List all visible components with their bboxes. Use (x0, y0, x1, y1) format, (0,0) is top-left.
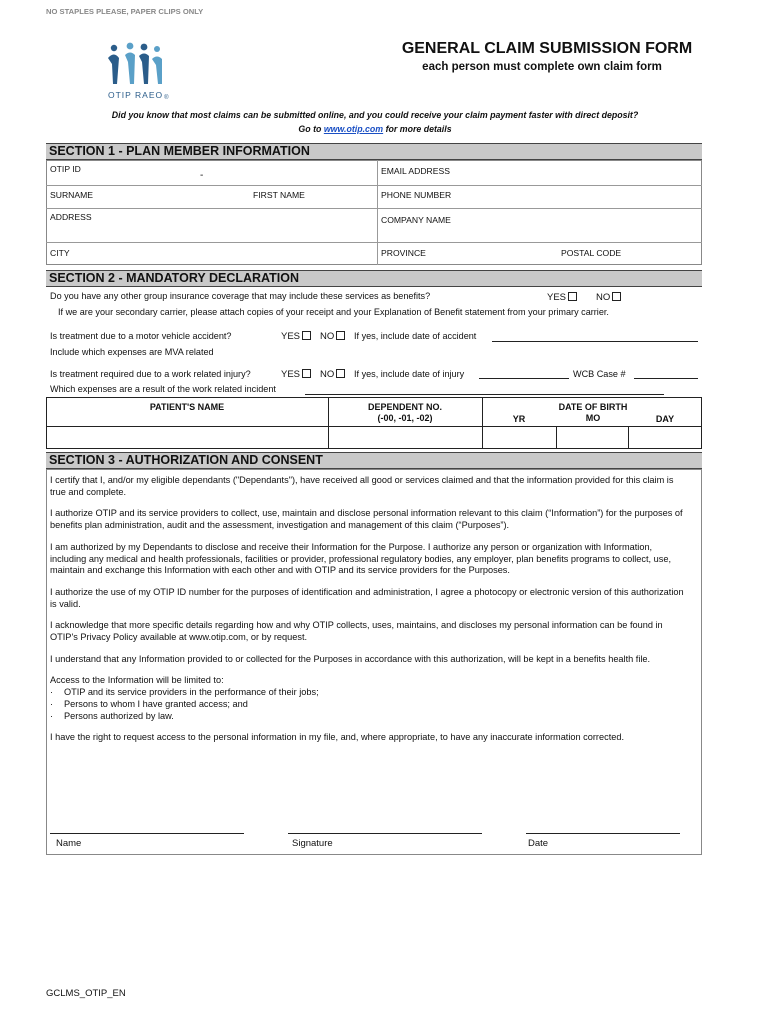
date-line[interactable] (526, 833, 680, 834)
consent-paragraph-4: I authorize the use of my OTIP ID number for the purposes of identification and administration, I agree a photocopy or electronic version of this authorization is valid. (50, 586, 684, 609)
coverage-yes-label: YES (547, 292, 567, 303)
city-label: CITY (50, 248, 70, 258)
phone-field[interactable] (381, 197, 697, 207)
province-label: PROVINCE (381, 248, 426, 258)
consent-paragraph-3: I am authorized by my Dependants to disclose and receive their Information for the Purpose. I authorize any person or organization with Information, including any medical and health professionals, facilities or provider, professional regulatory bodies, any employer, plan benefits programs to collect, use, maintain and exchange this Information with each other and with OTIP and its service providers for the Purposes. (50, 541, 672, 576)
surname-label: SURNAME (50, 190, 93, 200)
intro-go-to: Go to (298, 124, 322, 134)
address-label: ADDRESS (50, 212, 92, 222)
dob-header: DATE OF BIRTH (558, 402, 628, 412)
work-yes-label: YES (281, 369, 301, 380)
top-note: NO STAPLES PLEASE, PAPER CLIPS ONLY (46, 7, 204, 16)
work-expenses-label: Which expenses are a result of the work related incident (50, 384, 276, 394)
dependent-no-input[interactable] (330, 428, 480, 447)
form-subtitle: each person must complete own claim form (422, 61, 662, 73)
access-item: · OTIP and its service providers in the performance of their jobs; (50, 687, 690, 699)
section-3-header: SECTION 3 - AUTHORIZATION AND CONSENT (46, 452, 702, 469)
email-label: EMAIL ADDRESS (381, 166, 450, 176)
patient-name-header: PATIENT'S NAME (149, 402, 225, 412)
work-no-label: NO (320, 369, 335, 380)
otip-id-dash: - (200, 170, 204, 181)
coverage-yes-checkbox[interactable] (568, 292, 577, 301)
work-no[interactable] (320, 369, 345, 380)
name-label: Name (56, 838, 82, 849)
mva-no-checkbox[interactable] (336, 331, 345, 340)
mva-yes-checkbox[interactable] (302, 331, 311, 340)
mva-expenses-label: Include which expenses are MVA related (50, 347, 214, 357)
otip-people-logo-icon (100, 40, 172, 88)
accident-date-label: If yes, include date of accident (354, 331, 477, 341)
access-intro: Access to the Information will be limited to: (50, 675, 224, 686)
mva-question: Is treatment due to a motor vehicle accident? (50, 331, 232, 341)
name-line[interactable] (50, 833, 244, 834)
otip-website-link[interactable]: www.otip.com (323, 124, 384, 134)
dob-mo-header: MO (585, 413, 601, 423)
work-expenses-line[interactable] (305, 394, 664, 395)
address-field[interactable] (50, 222, 370, 240)
accident-date-line[interactable] (492, 341, 698, 342)
signature-line[interactable] (288, 833, 482, 834)
injury-date-line[interactable] (479, 378, 569, 379)
access-item: · Persons authorized by law. (50, 711, 690, 723)
consent-paragraph-7: I have the right to request access to the personal information in my file, and, where appropriate, to have any inaccurate information corrected. (50, 732, 625, 743)
consent-text (50, 475, 690, 744)
first-name-label: FIRST NAME (253, 190, 305, 200)
section-1-header: SECTION 1 - PLAN MEMBER INFORMATION (46, 143, 702, 160)
form-title: GENERAL CLAIM SUBMISSION FORM (401, 40, 693, 57)
signature-label: Signature (292, 838, 333, 849)
work-yes[interactable] (281, 369, 311, 380)
phone-label: PHONE NUMBER (381, 190, 452, 200)
coverage-no[interactable] (596, 292, 621, 303)
consent-paragraph-1: I certify that I, and/or my eligible dependants ("Dependants"), have received all good or services claimed and that the information provided for this claim is true and complete. (50, 475, 674, 497)
intro-details: for more details (385, 124, 452, 134)
work-no-checkbox[interactable] (336, 369, 345, 378)
patient-name-input[interactable] (48, 428, 326, 447)
mva-yes-label: YES (281, 331, 301, 342)
otip-id-field[interactable] (50, 172, 370, 184)
intro-line-2 (40, 124, 710, 134)
company-label: COMPANY NAME (381, 215, 451, 225)
consent-paragraph-2: I authorize OTIP and its service providers to collect, use, maintain and disclose personal information relevant to this claim (“Information”) for the purposes of benefits plan administration, audit and the assessment, investigation and management of this claim (“Purposes”). (50, 508, 683, 531)
dob-yr-header: YR (512, 414, 526, 424)
work-yes-checkbox[interactable] (302, 369, 311, 378)
coverage-yes[interactable] (547, 292, 577, 303)
other-coverage-question: Do you have any other group insurance coverage that may include these services as benefits? (50, 291, 431, 301)
dob-mo-input[interactable] (558, 428, 626, 447)
injury-date-label: If yes, include date of injury (354, 369, 465, 379)
logo (100, 40, 172, 102)
company-field[interactable] (381, 225, 697, 240)
intro-line-1: Did you know that most claims can be submitted online, and you could receive your claim payment faster with direct deposit? (111, 110, 639, 120)
dob-day-input[interactable] (630, 428, 700, 447)
access-item: · Persons to whom I have granted access; and (50, 699, 690, 711)
email-field[interactable] (381, 174, 697, 184)
secondary-carrier-note: If we are your secondary carrier, please attach copies of your receipt and your Explanation of Benefit statement from your primary carrier. (58, 307, 609, 317)
dependent-no-header: DEPENDENT NO. (367, 402, 442, 412)
mva-no[interactable] (320, 331, 345, 342)
name-field[interactable] (50, 197, 370, 207)
dob-yr-input[interactable] (484, 428, 554, 447)
consent-paragraph-5: I acknowledge that more specific details regarding how and why OTIP collects, uses, maintains, and discloses my personal information can be found in OTIP's Privacy Policy available at www.otip.com, or by request. (50, 620, 663, 643)
date-label: Date (528, 838, 549, 849)
consent-paragraph-6: I understand that any Information provided to or collected for the Purposes in accordance with this authorization, will be kept in a benefits health file. (50, 653, 651, 664)
coverage-no-checkbox[interactable] (612, 292, 621, 301)
otip-id-label: OTIP ID (50, 164, 81, 174)
wcb-label: WCB Case # (573, 369, 626, 379)
postal-code-label: POSTAL CODE (561, 248, 622, 258)
dob-day-header: DAY (655, 414, 675, 424)
footer-form-code: GCLMS_OTIP_EN (46, 988, 126, 999)
registered-mark: ® (164, 95, 170, 101)
work-injury-question: Is treatment required due to a work related injury? (50, 369, 251, 379)
wcb-line[interactable] (634, 378, 698, 379)
mva-yes[interactable] (281, 331, 311, 342)
coverage-no-label: NO (596, 292, 611, 303)
mva-no-label: NO (320, 331, 335, 342)
dependent-codes: (-00, -01, -02) (377, 413, 433, 423)
logo-text: OTIP RAEO (108, 90, 164, 100)
section-2-header: SECTION 2 - MANDATORY DECLARATION (46, 270, 702, 287)
